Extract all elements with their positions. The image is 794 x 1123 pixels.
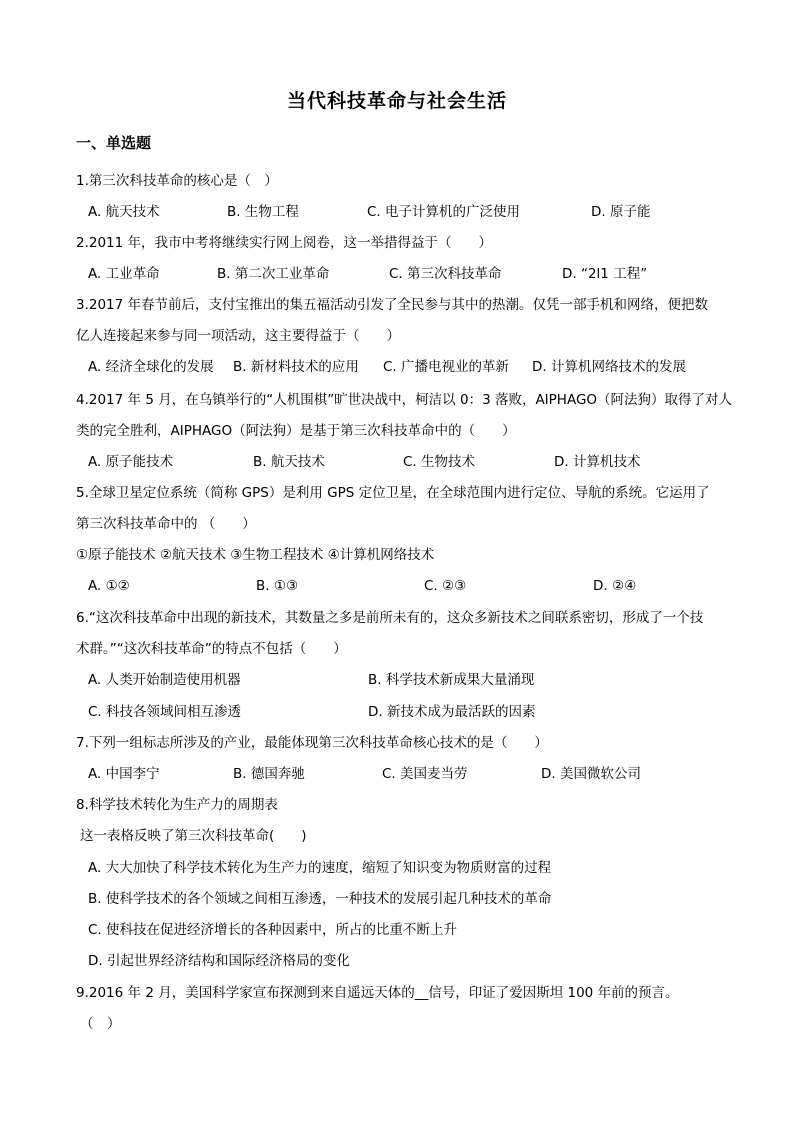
question-8-stem-2: 这一表格反映了第三次科技革命( ) (80, 828, 307, 844)
q6-option-d[interactable]: D. 新技术成为最活跃的因素 (368, 704, 536, 720)
question-2-stem: 2.2011 年，我市中考将继续实行网上阅卷，这一举措得益于（ ） (76, 235, 493, 251)
q1-option-d[interactable]: D. 原子能 (591, 204, 651, 220)
q1-option-b[interactable]: B. 生物工程 (227, 204, 299, 220)
q3-option-c[interactable]: C. 广播电视业的革新 (383, 359, 510, 375)
q7-option-b[interactable]: B. 德国奔驰 (233, 766, 305, 782)
q4-option-a[interactable]: A. 原子能技术 (88, 454, 174, 470)
q7-option-c[interactable]: C. 美国麦当劳 (382, 766, 468, 782)
q8-option-c[interactable]: C. 使科技在促进经济增长的各种因素中，所占的比重不断上升 (88, 922, 458, 938)
q6-option-b[interactable]: B. 科学技术新成果大量涌现 (368, 672, 535, 688)
q2-option-c[interactable]: C. 第三次科技革命 (389, 266, 502, 282)
question-7-stem: 7.下列一组标志所涉及的产业，最能体现第三次科技革命核心技术的是（ ） (76, 735, 548, 751)
q3-option-d[interactable]: D. 计算机网络技术的发展 (532, 359, 686, 375)
q7-option-d[interactable]: D. 美国微软公司 (541, 766, 641, 782)
q8-option-d[interactable]: D. 引起世界经济结构和国际经济格局的变化 (88, 953, 350, 969)
q2-option-b[interactable]: B. 第二次工业革命 (217, 266, 330, 282)
question-8-stem: 8.科学技术转化为生产力的周期表 (76, 797, 278, 813)
q5-option-c[interactable]: C. ②③ (424, 578, 467, 594)
q8-option-b[interactable]: B. 使科学技术的各个领域之间相互渗透，一种技术的发展引起几种技术的革命 (88, 891, 552, 907)
q8-option-a[interactable]: A. 大大加快了科学技术转化为生产力的速度，缩短了知识变为物质财富的过程 (88, 860, 552, 876)
q2-option-a[interactable]: A. 工业革命 (88, 266, 160, 282)
question-9-stem-2: （ ） (80, 1016, 121, 1032)
question-3-stem-line-2: 亿人连接起来参与同一项活动，这主要得益于（ ） (76, 328, 400, 344)
q7-option-a[interactable]: A. 中国李宁 (88, 766, 160, 782)
q3-option-a[interactable]: A. 经济全球化的发展 (88, 359, 214, 375)
q5-option-b[interactable]: B. ①③ (256, 578, 299, 594)
q4-option-c[interactable]: C. 生物技术 (403, 454, 476, 470)
q1-option-c[interactable]: C. 电子计算机的广泛使用 (367, 204, 521, 220)
q5-option-d[interactable]: D. ②④ (593, 578, 637, 594)
q4-option-b[interactable]: B. 航天技术 (253, 454, 325, 470)
q4-option-d[interactable]: D. 计算机技术 (554, 454, 641, 470)
question-6-stem-line-2: 术群。”“这次科技革命”的特点不包括（ ） (76, 641, 347, 657)
q1-option-a[interactable]: A. 航天技术 (88, 204, 160, 220)
q6-option-c[interactable]: C. 科技各领域间相互渗透 (88, 704, 242, 720)
q3-option-b[interactable]: B. 新材料技术的应用 (233, 359, 359, 375)
question-5-stem-line-2: 第三次科技革命中的 （ ） (76, 516, 256, 532)
question-9-stem: 9.2016 年 2 月，美国科学家宣布探测到来自遥远天体的__信号，印证了爱因斯坦 100 年前的预言。 (76, 985, 679, 1001)
question-5-items: ①原子能技术 ②航天技术 ③生物工程技术 ④计算机网络技术 (76, 547, 435, 563)
question-1-stem: 1.第三次科技革命的核心是（ ） (76, 173, 278, 189)
q5-option-a[interactable]: A. ①② (88, 578, 130, 594)
section-heading: 一、单选题 (76, 134, 152, 152)
question-6-stem-line-1: 6.“这次科技革命中出现的新技术，其数量之多是前所未有的，这众多新技术之间联系密切，形成了一个技 (76, 610, 704, 626)
question-4-stem-line-1: 4.2017 年 5 月，在乌镇举行的“人机围棋”旷世决战中，柯洁以 0：3 落败，AIPHAGO（阿法狗）取得了对人 (76, 392, 733, 408)
q6-option-a[interactable]: A. 人类开始制造使用机器 (88, 672, 241, 688)
question-3-stem-line-1: 3.2017 年春节前后，支付宝推出的集五福活动引发了全民参与其中的热潮。仅凭一部手机和网络，便把数 (76, 297, 709, 313)
question-5-stem-line-1: 5.全球卫星定位系统（简称 GPS）是利用 GPS 定位卫星，在全球范围内进行定位、导航的系统。它运用了 (76, 485, 710, 501)
page-title: 当代科技革命与社会生活 (286, 90, 507, 112)
q2-option-d[interactable]: D. “2l1 工程” (562, 266, 648, 282)
question-4-stem-line-2: 类的完全胜利，AIPHAGO（阿法狗）是基于第三次科技革命中的（ ） (76, 423, 516, 439)
